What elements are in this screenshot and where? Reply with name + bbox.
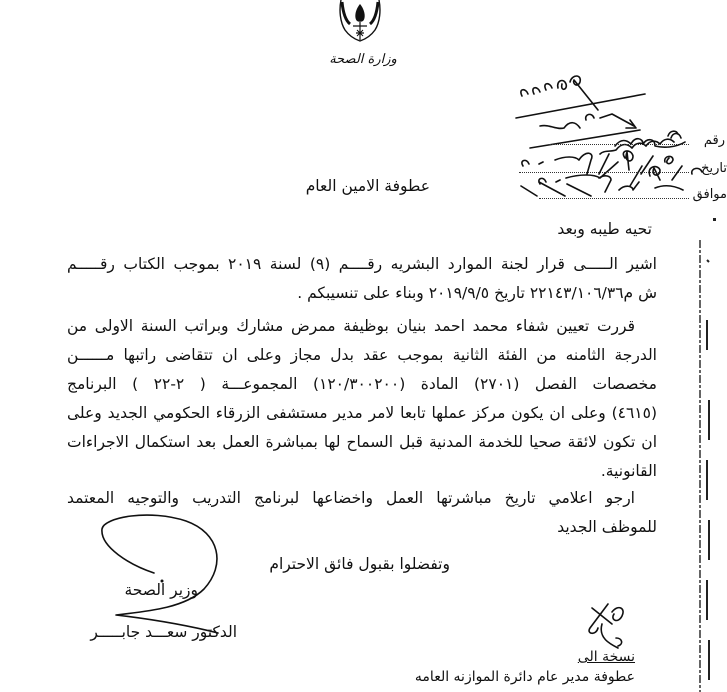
paragraph-line: قررت تعيين شفاء محمد احمد بنيان بوظيفة ممرض مشارك وبراتب السنة الاولى من [67, 317, 635, 335]
paragraph-line: القانونية. [600, 462, 657, 480]
recipient: عطوفة الامين العام [305, 177, 430, 195]
paragraph-line: ش م٢٢١٤٣/١٠٦/٣٦ تاريخ ٢٠١٩/٩/٥ وبناء على تنسيبكم . [297, 284, 657, 302]
handwritten-reference-values [515, 130, 695, 205]
paragraph-line: ارجو اعلامي تاريخ مباشرتها العمل واخضاعها لبرنامج التدريب والتوجيه المعتمد [67, 489, 635, 507]
signature-title: وزير الصحة [124, 581, 198, 599]
signature-name: الدكتور سعـــد جابـــــر [90, 623, 237, 641]
paragraph-line: (٤٦١٥) وعلى ان يكون مركز عملها تابعا لامر مدير مستشفى الزرقاء الحكومي الجديد وعلى [67, 404, 657, 422]
copy-to-recipient: عطوفة مدير عام دائرة الموازنه العامه [414, 669, 635, 685]
paragraph-line: الدرجة الثامنه من الفئة الثانية بموجب عقد بدل مجاز وعلى ان تتقاضى راتبها مــــــن [67, 346, 657, 364]
paragraph-reference [67, 250, 657, 308]
reference-date-label: تاريخ [701, 161, 727, 176]
paragraph-line: ان تكون لائقة صحيا للخدمة المدنية قبل السماح لها بمباشرة العمل بعد استكمال الاجراءات [67, 433, 657, 451]
paragraph-line: اشير الـــــى قرار لجنة الموارد البشريه رقــــم (٩) لسنة ٢٠١٩ بموجب الكتاب رقـــــم [67, 255, 657, 273]
paragraph-appointment [67, 312, 657, 486]
scan-page-edge [697, 200, 719, 692]
reference-number-label: رقم [703, 133, 725, 148]
paragraph-line: للموظف الجديد [557, 518, 657, 536]
jordan-coat-of-arms-icon [337, 0, 383, 42]
ministry-name: وزارة الصحة [329, 52, 397, 67]
greeting: تحيه طيبه وبعد [557, 220, 652, 238]
minister-signature-scribble [90, 515, 230, 630]
letterhead-emblem [337, 0, 383, 42]
paragraph-line: مخصصات الفصل (٢٧٠١) المادة (١٢٠/٣٠٠٢٠٠) المجموعـــة ( ٢-٢٢ ) البرنامج [67, 375, 657, 393]
closing-line: وتفضلوا بقبول فائق الاحترام [269, 555, 450, 573]
copy-to-label: نسخة الى [577, 649, 635, 665]
reference-hijri-label: موافق [692, 187, 727, 202]
